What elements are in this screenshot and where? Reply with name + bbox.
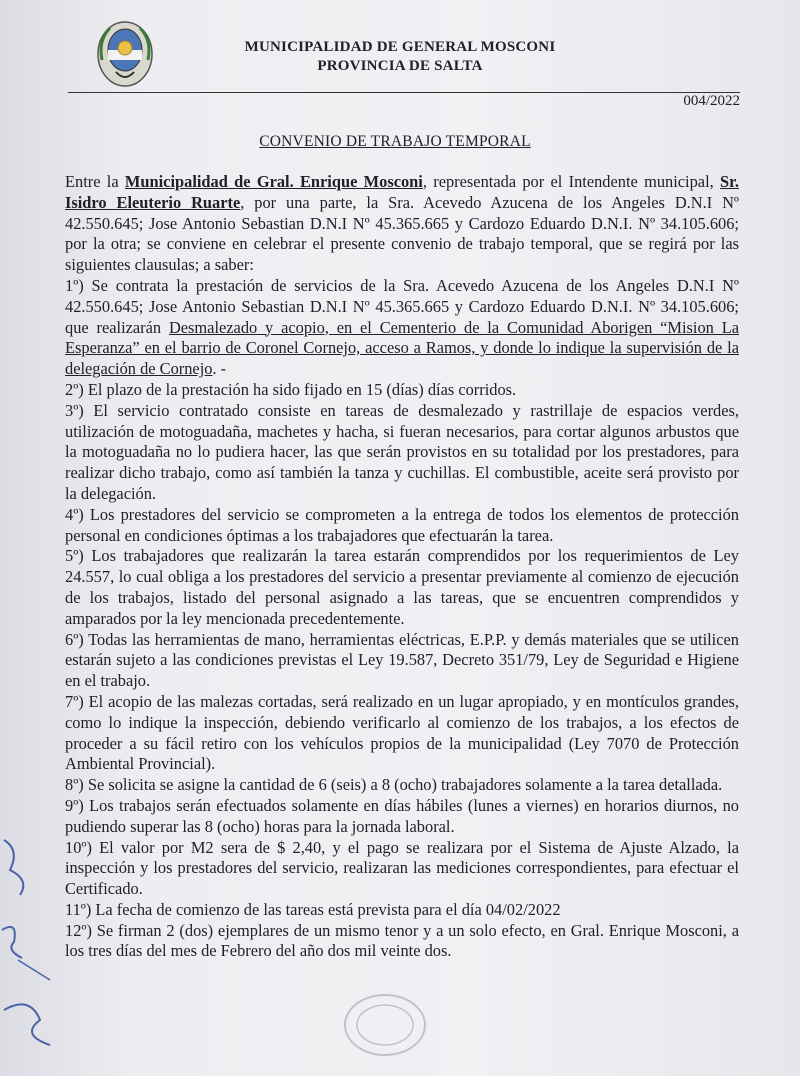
clause-12: 12º) Se firman 2 (dos) ejemplares de un mismo tenor y a un solo efecto, en Gral. Enrique Mosconi, a los tres días del mes de Febrero del año dos mil veinte dos. (65, 920, 739, 961)
clause-6: 6º) Todas las herramientas de mano, herramientas eléctricas, E.P.P. y demás materiales que se utilicen estarán sujeto a las condiciones previstas el Ley 19.587, Decreto 351/79, Ley de Seguridad e Higiene en el trabajo. (65, 629, 739, 691)
contract-body (65, 172, 739, 962)
intro-paragraph (65, 172, 739, 276)
mayor-name: Sr. Isidro Eleuterio Ruarte (65, 172, 739, 212)
header-rule (68, 92, 740, 93)
intro-text-1: Entre la (65, 172, 125, 191)
clause-1-task: Desmalezado y acopio, en el Cementerio de la Comunidad Aborigen “Mision La Esperanza” en el barrio de Coronel Cornejo, acceso a Ramos, y donde lo indique la supervisión de la delegación de Cornejo (65, 317, 739, 379)
municipal-crest-icon (96, 20, 154, 88)
municipality-name: Municipalidad de Gral. Enrique Mosconi (124, 172, 423, 191)
margin-signature-scribbles (0, 820, 60, 1076)
clause-9: 9º) Los trabajos serán efectuados solamente en días hábiles (lunes a viernes) en horarios diurnos, no pudiendo superar las 8 (ocho) horas para la jornada laboral. (65, 795, 739, 836)
letterhead (180, 38, 620, 76)
clause-2: 2º) El plazo de la prestación ha sido fijado en 15 (días) días corridos. (65, 379, 517, 399)
letterhead-line-1: MUNICIPALIDAD DE GENERAL MOSCONI (244, 39, 556, 55)
clause-1-text: 1º) Se contrata la prestación de servicios de la Sra. Acevedo Azucena de los Angeles D.N.I Nº 42.550.645; Jose Antonio Sebastian D.N.I Nº 45.365.665 y Cardozo Eduardo D.N.I. Nº 34.105.606; que realizarán (65, 275, 739, 337)
clause-8: 8º) Se solicita se asigne la cantidad de 6 (seis) a 8 (ocho) trabajadores solamente a la tarea detallada. (65, 775, 723, 795)
intro-text-3: , por una parte, la Sra. Acevedo Azucena de los Angeles D.N.I Nº 42.550.645; Jose Antonio Sebastian D.N.I Nº 45.365.665 y Cardozo Eduardo D.N.I. Nº 34.105.606; por la otra; se conviene en celebrar el presente convenio de trabajo temporal, que se regirá por las siguientes clausulas; a saber: (65, 192, 740, 275)
intro-text-2: , representada por el Intendente municipal, (422, 172, 721, 191)
clause-5: 5º) Los trabajadores que realizarán la tarea estarán comprendidos por los requerimientos de Ley 24.557, lo cual obliga a los prestadores del servicio a presentar previamente al comienzo de ejecución de los trabajos, listado del personal asignado a las tareas, que se encuentren comprendidos y amparados por la ley mencionada precedentemente. (65, 546, 739, 628)
document-number: 004/2022 (683, 93, 740, 109)
clause-4: 4º) Los prestadores del servicio se comprometen a la entrega de todos los elementos de protección personal en condiciones óptimas a los trabajadores que efectuarán la tarea. (65, 504, 739, 545)
document-title: CONVENIO DE TRABAJO TEMPORAL (259, 133, 531, 150)
clause-1 (65, 276, 739, 380)
clause-3: 3º) El servicio contratado consiste en tareas de desmalezado y rastrillaje de espacios verdes, utilización de motoguadaña, machetes y hacha, si fueran necesarios, para cortar algunos arbustos que la motoguadaña no lo pudiera hacer, las que serán provistos en su totalidad por los prestadores, para realizar dicho trabajo, como así también la tanza y cuchillas. El combustible, aceite será provisto por la delegación. (65, 400, 739, 503)
round-seal-stamp (340, 990, 430, 1060)
clause-10: 10º) El valor por M2 sera de $ 2,40, y el pago se realizara por el Sistema de Ajuste Alzado, la inspección y los prestadores del servicio, realizaran las mediciones correspondientes, para efectuar el Certificado. (65, 837, 739, 899)
letterhead-line-2: PROVINCIA DE SALTA (317, 58, 483, 74)
clause-7: 7º) El acopio de las malezas cortadas, será realizado en un lugar apropiado, y en montículos grandes, como lo indique la inspección, debiendo verificarlo al comienzo de los trabajos, a los efectos de proceder a su fácil retiro con los vehículos propios de la municipalidad (Ley 7070 de Protección Ambiental Provincial). (65, 691, 739, 774)
clause-11: 11º) La fecha de comienzo de las tareas está prevista para el día 04/02/2022 (65, 899, 561, 919)
clause-1-end: . - (212, 359, 227, 379)
